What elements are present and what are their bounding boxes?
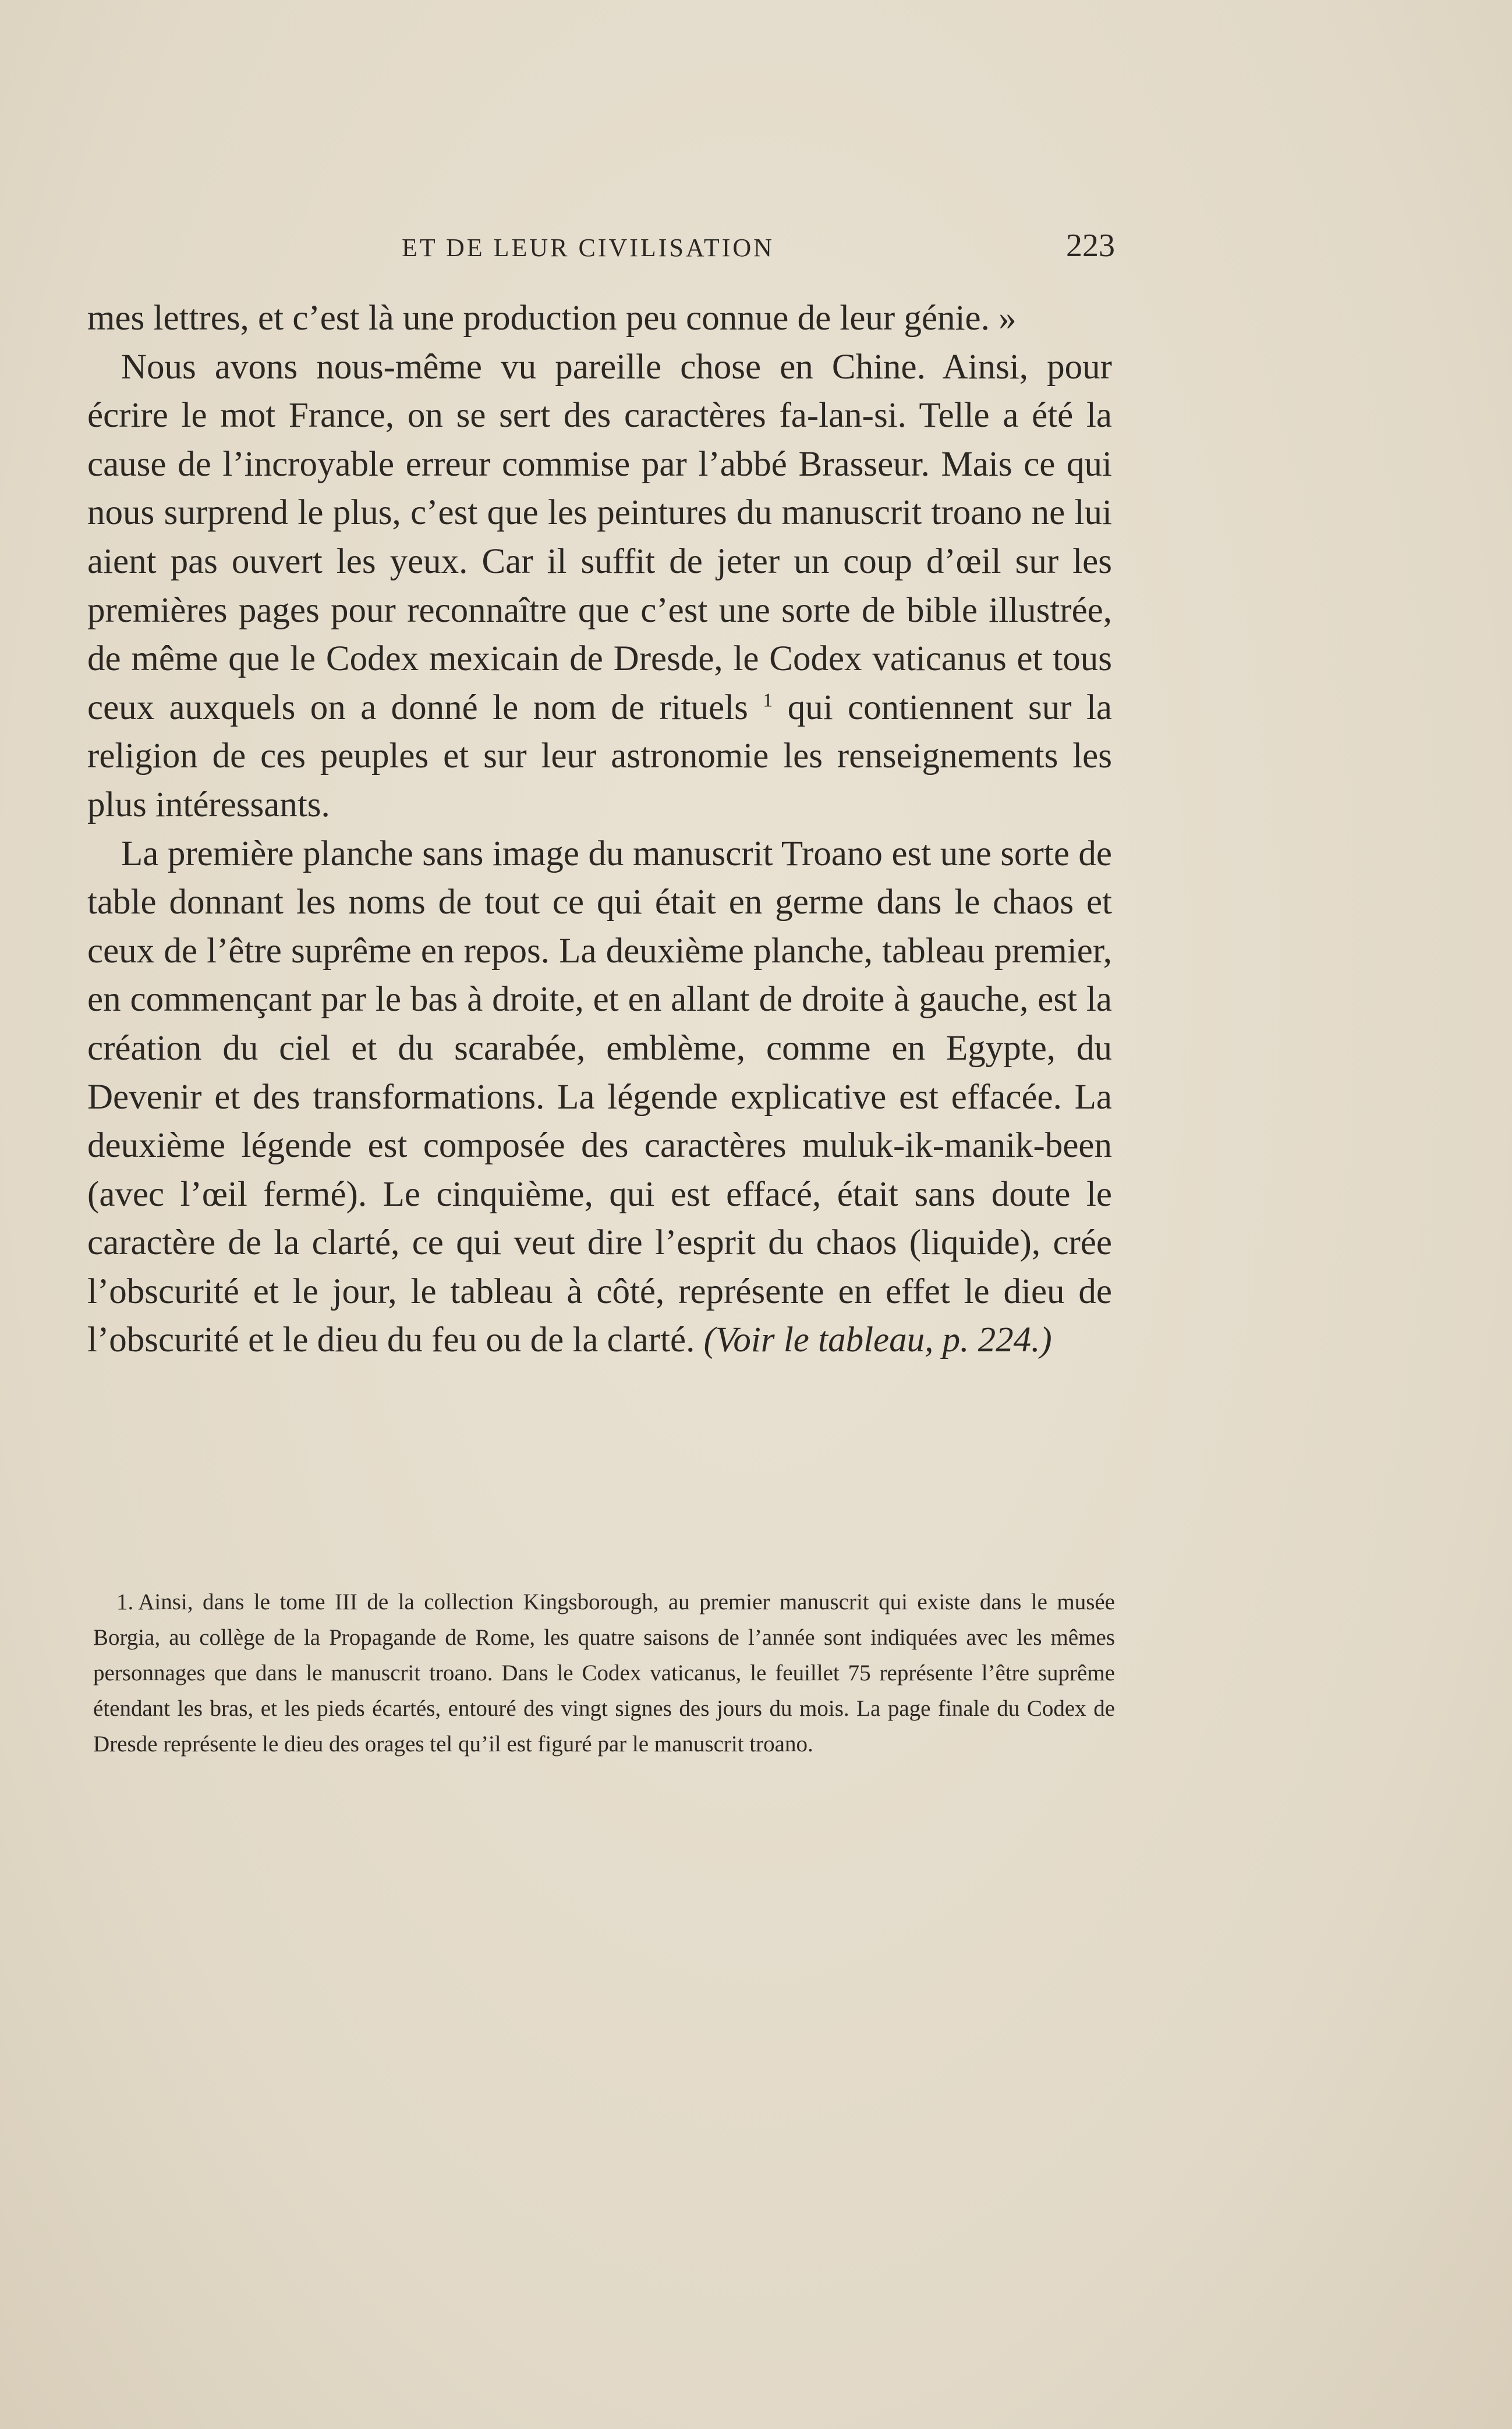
paragraph-2-text: Nous avons nous-même vu pareille chose en Chine. Ainsi, pour écrire le mot France, on se sert des caractères fa-lan-si. Telle a été la cause de l’incroyable erreur commise par l’abbé Brasseur. Mais ce qui nous surprend le plus, c’est que les peintures du manuscrit troano ne lui aient pas ouvert les yeux. Car il suffit de jeter un coup d’œil sur les premières pages pour reconnaître que c’est une sorte de bible illustrée, de même que le Codex mexicain de Dresde, le Codex vaticanus et tous ceux auxquels on a donné le nom de rituels — [87, 347, 1112, 727]
page-header — [87, 227, 1121, 268]
footnote-1 — [93, 1584, 1115, 1762]
main-text — [87, 294, 1112, 1365]
table-reference: (Voir le tableau, p. 224.) — [703, 1320, 1052, 1360]
page-number: 223 — [1066, 228, 1115, 264]
footnotes — [93, 1584, 1115, 1762]
footnote-text: Ainsi, dans le tome III de la collection Kingsborough, au premier manuscrit qui existe dans le musée Borgia, au collège de la Propagande de Rome, les quatre saisons de l’année sont indiquées avec les mêmes personnages que dans le manuscrit troano. Dans le Codex vaticanus, le feuillet 75 représente l’être suprême étendant les bras, et les pieds écartés, entouré des vingt signes des jours du mois. La page finale du Codex de Dresde représente le dieu des orages tel qu’il est figuré par le manuscrit troano. — [93, 1589, 1115, 1757]
paragraph-3 — [87, 830, 1112, 1365]
footnote-ref-1[interactable]: 1 — [763, 689, 773, 711]
paragraph-1: mes lettres, et c’est là une production peu connue de leur génie. » — [87, 299, 1017, 338]
paragraph-2 — [87, 343, 1112, 830]
paragraph-3-text: La première planche sans image du manuscrit Troano est une sorte de table donnant les noms de tout ce qui était en germe dans le chaos et ceux de l’être suprême en repos. La deuxième planche, tableau premier, en commençant par le bas à droite, et en allant de droite à gauche, est la création du ciel et du scarabée, emblème, comme en Egypte, du Devenir et des transformations. La légende explicative est effacée. La deuxième légende est composée des caractères muluk-ik-manik-been (avec l’œil fermé). Le cinquième, qui est effacé, était sans doute le caractère de la clarté, ce qui veut dire l’esprit du chaos (liquide), crée l’obscurité et le jour, le tableau à côté, représente en effet le dieu de l’obscurité et le dieu du feu ou de la clarté. — [87, 834, 1112, 1360]
footnote-number: 1. — [116, 1589, 134, 1614]
running-title: ET DE LEUR CIVILISATION — [402, 233, 774, 262]
paragraph-2-tail: qui contiennent sur la religion de ces peuples et sur leur astronomie les renseignements les plus intéressants. — [87, 688, 1113, 824]
